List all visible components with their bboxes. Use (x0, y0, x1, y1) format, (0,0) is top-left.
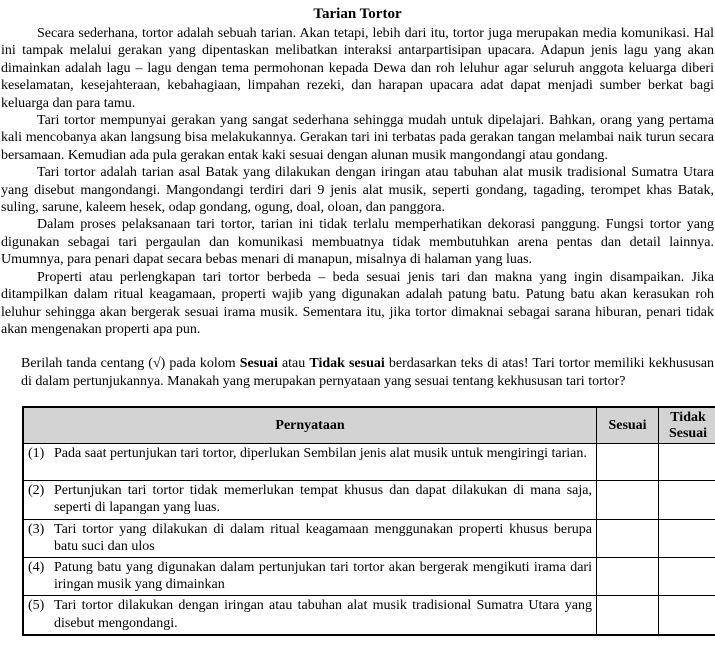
answer-cell-sesuai-5[interactable] (597, 596, 659, 635)
header-sesuai: Sesuai (597, 407, 659, 444)
table-header-row (23, 407, 715, 444)
answer-cell-sesuai-1[interactable] (597, 444, 659, 481)
answer-cell-tidak-sesuai-1[interactable] (659, 444, 715, 481)
table-row (23, 481, 715, 519)
answer-cell-tidak-sesuai-2[interactable] (659, 481, 715, 519)
answer-cell-sesuai-2[interactable] (597, 481, 659, 519)
statement-number-2: (2) (28, 483, 45, 499)
paragraph-5: Properti atau perlengkapan tari tortor berbeda – beda sesuai jenis tari dan makna yang ingin disampaikan. Jika ditampilkan dalam ritual keagamaan, properti wajib yang digunakan adalah patung batu. Patung batu akan kerasukan roh leluhur sehingga akan bergerak sesuai irama musik. Sementara itu, jika tortor dimaknai sebagai sarana hiburan, penari tidak akan mengenakan properti apa pun. (1, 269, 714, 337)
answer-cell-tidak-sesuai-5[interactable] (659, 596, 715, 635)
answer-cell-tidak-sesuai-4[interactable] (659, 557, 715, 595)
answer-cell-sesuai-3[interactable] (597, 519, 659, 557)
instruction-text-2: atau (277, 356, 310, 372)
answer-cell-sesuai-4[interactable] (597, 557, 659, 595)
instruction-text-1: Berilah tanda centang (√) pada kolom (21, 356, 240, 372)
statement-cell-5 (23, 596, 597, 635)
header-tidak-sesuai: Tidak Sesuai (659, 407, 715, 444)
statement-cell-2 (23, 481, 597, 519)
statement-text-4: Patung batu yang digunakan dalam pertunjukan tari tortor akan bergerak mengikuti irama dari iringan musik yang dimainkan (54, 559, 592, 593)
header-pernyataan: Pernyataan (23, 407, 597, 444)
statement-text-5: Tari tortor dilakukan dengan iringan atau tabuhan alat musik tradisional Sumatra Utara yang disebut mengondangi. (54, 598, 592, 631)
page-title: Tarian Tortor (313, 6, 402, 22)
paragraph-3: Tari tortor adalah tarian asal Batak yang dilakukan dengan iringan atau tabuhan alat musik tradisional Sumatra Utara yang disebut mangondangi. Mangondangi terdiri dari 9 jenis alat musik, seperti gondang, tagading, terompet khas Batak, suling, sarune, kaleem hesek, odap gondang, ogung, doal, oloan, dan panggora. (1, 165, 714, 216)
statement-text-3: Tari tortor yang dilakukan di dalam ritual keagamaan menggunakan properti khusus berupa batu suci dan ulos (54, 521, 592, 554)
statement-number-5: (5) (28, 598, 45, 614)
answer-cell-tidak-sesuai-3[interactable] (659, 519, 715, 557)
statements-table (22, 406, 715, 636)
statement-number-4: (4) (28, 559, 45, 575)
instruction-paragraph (21, 355, 714, 390)
table-row (23, 596, 715, 635)
paragraph-1: Secara sederhana, tortor adalah sebuah tarian. Akan tetapi, lebih dari itu, tortor juga merupakan media komunikasi. Hal ini tampak melalui gerakan yang dipentaskan melibatkan interaksi antarpartisipan upacara. Adapun jenis lagu yang akan dimainkan adalah lagu – lagu dengan tema permohonan kepada Dewa dan roh leluhur agar seluruh anggota keluarga diberi keselamatan, kesejahteraan, kebahagiaan, limpahan rezeki, dan harapan upacara adat dapat menjadi sumber berkat bagi keluarga dan para tamu. (1, 26, 714, 111)
paragraph-4: Dalam proses pelaksanaan tari tortor, tarian ini tidak terlalu memperhatikan dekorasi panggung. Fungsi tortor yang digunakan sebagai tari pergaulan dan komunikasi membuatnya tidak membutuhkan arena pentas dan detail lainnya. Umumnya, para penari dapat secara bebas menari di manapun, misalnya di halaman yang luas. (1, 217, 714, 268)
statement-cell-3 (23, 519, 597, 557)
instruction-text-3: berdasarkan teks di atas! Tari tortor memiliki kekhususan di dalam pertunjukannya. Manakah yang merupakan pernyataan yang sesuai tentang kekhususan tari tortor? (21, 356, 714, 389)
statement-number-3: (3) (28, 521, 45, 537)
statement-number-1: (1) (28, 446, 45, 462)
statement-text-2: Pertunjukan tari tortor tidak memerlukan tempat khusus dan dapat dilakukan di mana saja, seperti di lapangan yang luas. (54, 483, 592, 516)
statement-cell-1 (23, 444, 597, 481)
statement-text-1: Pada saat pertunjukan tari tortor, diperlukan Sembilan jenis alat musik untuk mengiringi tarian. (54, 446, 587, 462)
table-row (23, 444, 715, 481)
table-row (23, 557, 715, 595)
paragraph-2: Tari tortor mempunyai gerakan yang sangat sederhana sehingga mudah untuk dipelajari. Bahkan, orang yang pertama kali mencobanya akan langsung bisa melakukannya. Gerakan tari ini terbatas pada gerakan tangan melambai naik turun secara bersamaan. Kemudian ada pula gerakan entak kaki sesuai dengan alunan musik mangondangi atau gondang. (1, 113, 714, 163)
table-row (23, 519, 715, 557)
instruction-bold-tidak-sesuai: Tidak sesuai (309, 356, 385, 372)
instruction-bold-sesuai: Sesuai (239, 356, 278, 372)
statement-cell-4 (23, 557, 597, 595)
